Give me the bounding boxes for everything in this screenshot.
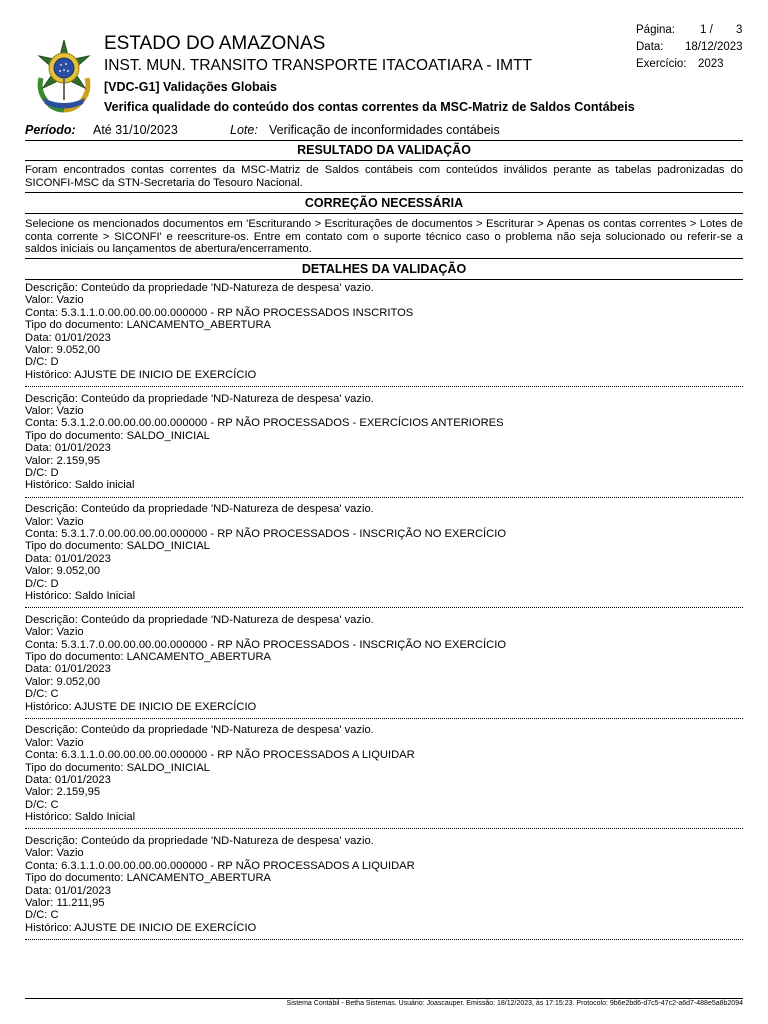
entry-account: Conta: 6.3.1.1.0.00.00.00.00.000000 - RP NÃO PROCESSADOS A LIQUIDAR xyxy=(25,859,415,872)
validation-entry xyxy=(25,503,743,602)
entry-amount: Valor: 11.211,95 xyxy=(25,897,105,910)
periodo-label: Período: xyxy=(25,123,76,137)
lote-value: Verificação de inconformidades contábeis xyxy=(269,123,500,137)
entry-history: Histórico: Saldo inicial xyxy=(25,479,135,492)
year-label: Exercício: xyxy=(636,58,687,70)
footer-divider xyxy=(25,998,743,999)
entry-dc: D/C: C xyxy=(25,688,59,701)
entry-amount: Valor: 9.052,00 xyxy=(25,565,101,578)
entry-doc-type: Tipo do documento: SALDO_INICIAL xyxy=(25,540,210,553)
divider xyxy=(25,258,743,259)
entry-amount: Valor: 9.052,00 xyxy=(25,675,101,688)
page-number: 1 / xyxy=(700,24,713,36)
entry-doc-type: Tipo do documento: SALDO_INICIAL xyxy=(25,429,210,442)
entry-doc-type: Tipo do documento: LANCAMENTO_ABERTURA xyxy=(25,319,272,332)
date-label: Data: xyxy=(636,41,664,53)
page-label: Página: xyxy=(636,24,676,36)
validation-entry xyxy=(25,835,743,934)
entry-description: Descrição: Conteúdo da propriedade 'ND-Natureza de despesa' vazio. xyxy=(25,282,374,294)
divider xyxy=(25,279,743,280)
validation-entry xyxy=(25,724,743,823)
entry-value-type: Valor: Vazio xyxy=(25,736,84,749)
entry-date: Data: 01/01/2023 xyxy=(25,442,111,455)
entry-date: Data: 01/01/2023 xyxy=(25,774,111,787)
page-total: 3 xyxy=(736,24,743,36)
entry-amount: Valor: 9.052,00 xyxy=(25,344,101,357)
entry-dc: D/C: D xyxy=(25,577,59,590)
entry-value-type: Valor: Vazio xyxy=(25,294,84,307)
entry-date: Data: 01/01/2023 xyxy=(25,884,111,897)
entry-dc: D/C: D xyxy=(25,356,59,369)
entry-history: Histórico: Saldo Inicial xyxy=(25,590,136,603)
year-value: 2023 xyxy=(698,58,724,70)
lote-label: Lote: xyxy=(230,123,258,137)
entry-amount: Valor: 2.159,95 xyxy=(25,454,101,467)
entry-date: Data: 01/01/2023 xyxy=(25,663,111,676)
divider xyxy=(25,160,743,161)
entry-history: Histórico: AJUSTE DE INICIO DE EXERCÍCIO xyxy=(25,921,257,934)
entry-separator xyxy=(25,939,743,940)
divider xyxy=(25,140,743,141)
entry-date: Data: 01/01/2023 xyxy=(25,331,111,344)
date-value: 18/12/2023 xyxy=(685,41,743,53)
entry-separator xyxy=(25,828,743,829)
entry-date: Data: 01/01/2023 xyxy=(25,552,111,565)
entry-value-type: Valor: Vazio xyxy=(25,847,84,860)
details-title: DETALHES DA VALIDAÇÃO xyxy=(301,262,467,276)
divider xyxy=(25,213,743,214)
validation-entry xyxy=(25,393,743,492)
correction-title: CORREÇÃO NECESSÁRIA xyxy=(304,196,464,210)
validation-entry xyxy=(25,282,743,381)
coat-of-arms-emblem xyxy=(31,38,97,114)
entry-description: Descrição: Conteúdo da propriedade 'ND-Natureza de despesa' vazio. xyxy=(25,835,374,847)
entry-description: Descrição: Conteúdo da propriedade 'ND-Natureza de despesa' vazio. xyxy=(25,724,374,737)
footer-text: Sistema Contábil - Betha Sistemas. Usuário: Joascauper. Emissão: 18/12/2023, às 17:15:23. Protocolo: 9b6e2bd6-d7c5-47c2-a6d7-488e5a8b2094 xyxy=(286,1000,743,1007)
entry-separator xyxy=(25,386,743,387)
entry-value-type: Valor: Vazio xyxy=(25,515,84,528)
entry-description: Descrição: Conteúdo da propriedade 'ND-Natureza de despesa' vazio. xyxy=(25,392,374,405)
entry-doc-type: Tipo do documento: SALDO_INICIAL xyxy=(25,761,210,774)
periodo-value: Até 31/10/2023 xyxy=(93,123,178,137)
entry-account: Conta: 5.3.1.1.0.00.00.00.00.000000 - RP NÃO PROCESSADOS INSCRITOS xyxy=(25,306,414,319)
report-title: Verifica qualidade do conteúdo dos contas correntes da MSC-Matriz de Saldos Contábeis xyxy=(104,100,635,114)
correction-text: Selecione os mencionados documentos em 'Escriturando > Escriturações de documentos > Escriturar > Apenas os contas correntes > Lotes de conta corrente > SICONFI' e reescriture-os. Entre em contato com o suporte técnico caso o problema não seja solucionado ou referir-se a saldos iniciais ou lançamentos de abertura/encerramento. xyxy=(25,218,743,255)
state-title: ESTADO DO AMAZONAS xyxy=(104,33,326,54)
entry-description: Descrição: Conteúdo da propriedade 'ND-Natureza de despesa' vazio. xyxy=(25,503,374,516)
report-code: [VDC-G1] Validações Globais xyxy=(104,80,277,94)
validation-entry xyxy=(25,614,743,713)
entry-description: Descrição: Conteúdo da propriedade 'ND-Natureza de despesa' vazio. xyxy=(25,613,374,626)
entry-account: Conta: 6.3.1.1.0.00.00.00.00.000000 - RP NÃO PROCESSADOS A LIQUIDAR xyxy=(25,749,415,762)
entry-history: Histórico: AJUSTE DE INICIO DE EXERCÍCIO xyxy=(25,368,257,381)
result-title: RESULTADO DA VALIDAÇÃO xyxy=(297,143,471,157)
entry-history: Histórico: AJUSTE DE INICIO DE EXERCÍCIO xyxy=(25,700,257,713)
entry-dc: D/C: D xyxy=(25,467,59,480)
divider xyxy=(25,192,743,193)
entry-separator xyxy=(25,718,743,719)
entry-account: Conta: 5.3.1.7.0.00.00.00.00.000000 - RP NÃO PROCESSADOS - INSCRIÇÃO NO EXERCÍCIO xyxy=(25,638,507,651)
entry-amount: Valor: 2.159,95 xyxy=(25,786,101,799)
entry-history: Histórico: Saldo Inicial xyxy=(25,811,136,824)
entry-doc-type: Tipo do documento: LANCAMENTO_ABERTURA xyxy=(25,872,272,885)
result-text: Foram encontrados contas correntes da MSC-Matriz de Saldos contábeis com conteúdos inválidos perante as tabelas padronizadas do SICONFI-MSC da STN-Secretaria do Tesouro Nacional. xyxy=(25,164,743,189)
entry-dc: D/C: C xyxy=(25,798,59,811)
entry-account: Conta: 5.3.1.2.0.00.00.00.00.000000 - RP NÃO PROCESSADOS - EXERCÍCIOS ANTERIORES xyxy=(25,417,504,430)
entry-value-type: Valor: Vazio xyxy=(25,626,84,639)
entry-doc-type: Tipo do documento: LANCAMENTO_ABERTURA xyxy=(25,651,272,664)
entry-separator xyxy=(25,497,743,498)
entry-account: Conta: 5.3.1.7.0.00.00.00.00.000000 - RP NÃO PROCESSADOS - INSCRIÇÃO NO EXERCÍCIO xyxy=(25,528,507,540)
entry-dc: D/C: C xyxy=(25,909,59,922)
institution-name: INST. MUN. TRANSITO TRANSPORTE ITACOATIARA - IMTT xyxy=(104,57,533,74)
entry-separator xyxy=(25,607,743,608)
entry-value-type: Valor: Vazio xyxy=(25,405,84,417)
